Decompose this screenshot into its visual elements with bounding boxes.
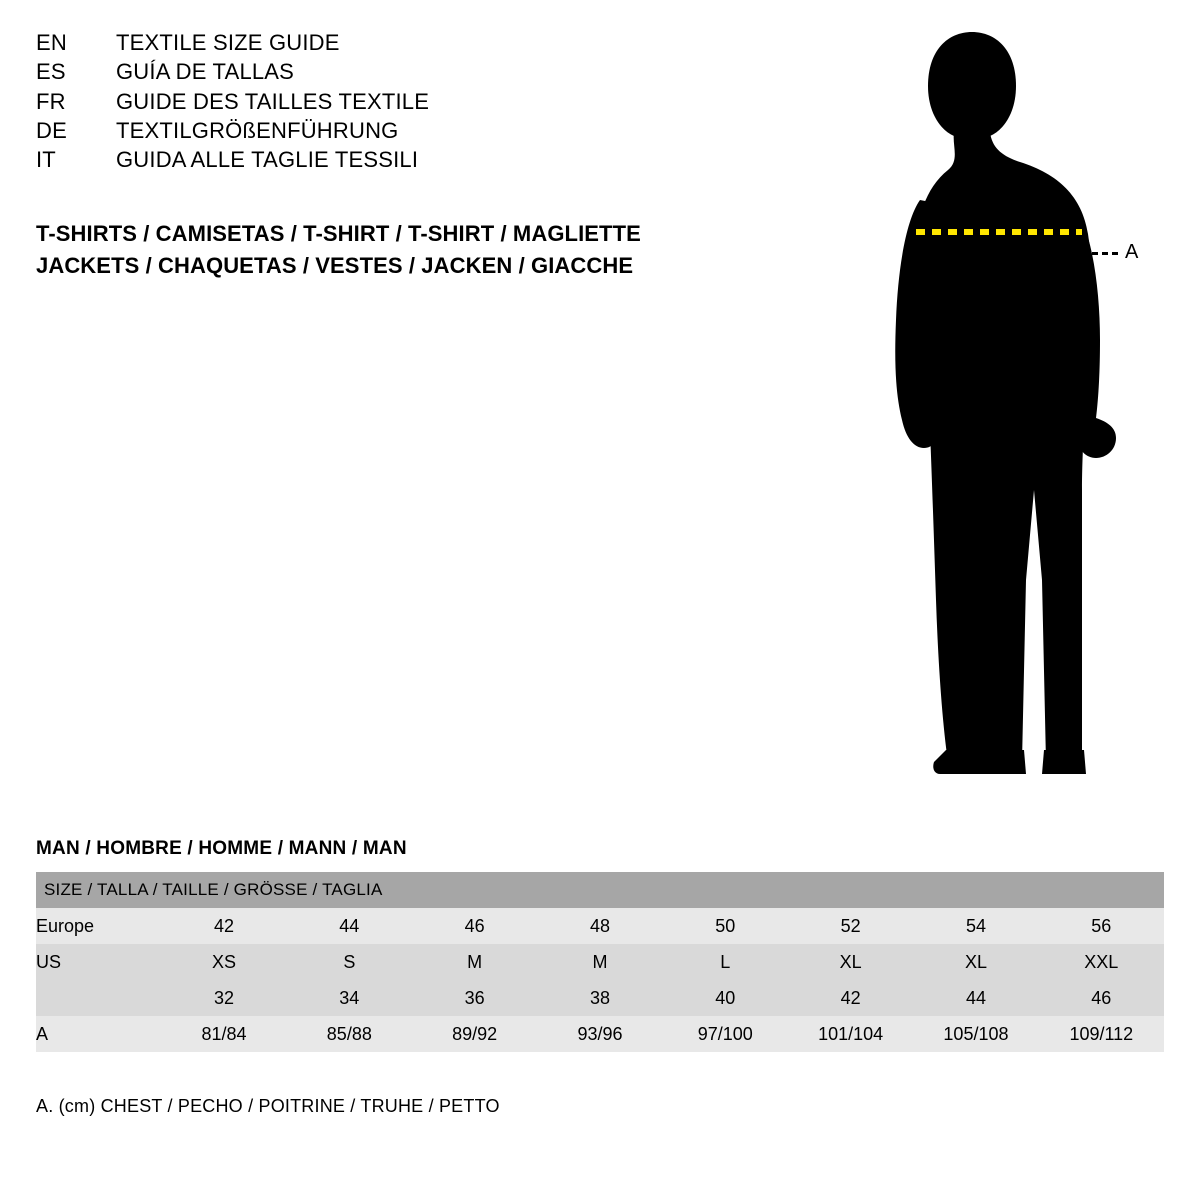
cell-value: 109/112 bbox=[1039, 1016, 1164, 1052]
cell-value: 32 bbox=[161, 980, 286, 1016]
table-row bbox=[36, 980, 1164, 1016]
size-table-section bbox=[36, 838, 1164, 1052]
measure-label-a: A bbox=[1125, 241, 1139, 263]
row-label: Europe bbox=[36, 908, 161, 944]
language-title: TEXTILE SIZE GUIDE bbox=[116, 30, 340, 55]
table-section-title: MAN / HOMBRE / HOMME / MANN / MAN bbox=[36, 838, 407, 859]
cell-value: 97/100 bbox=[663, 1016, 788, 1052]
cell-value: XL bbox=[913, 944, 1038, 980]
table-row bbox=[36, 1016, 1164, 1052]
cell-value: 105/108 bbox=[913, 1016, 1038, 1052]
table-header-label: SIZE / TALLA / TAILLE / GRÖSSE / TAGLIA bbox=[36, 872, 1164, 908]
measure-leader-line bbox=[1082, 252, 1118, 255]
size-table bbox=[36, 872, 1164, 1052]
row-label bbox=[36, 980, 161, 1016]
garment-line-jackets: JACKETS / CHAQUETAS / VESTES / JACKEN / GIACCHE bbox=[36, 252, 634, 278]
cell-value: 46 bbox=[1039, 980, 1164, 1016]
table-header-row bbox=[36, 872, 1164, 908]
language-row bbox=[36, 28, 756, 57]
cell-value: 56 bbox=[1039, 908, 1164, 944]
language-title: GUIDA ALLE TAGLIE TESSILI bbox=[116, 147, 419, 172]
language-row bbox=[36, 116, 756, 145]
cell-value: 34 bbox=[287, 980, 412, 1016]
garment-line-tshirts: T-SHIRTS / CAMISETAS / T-SHIRT / T-SHIRT / MAGLIETTE bbox=[36, 221, 641, 246]
cell-value: 42 bbox=[161, 908, 286, 944]
cell-value: 54 bbox=[913, 908, 1038, 944]
language-row bbox=[36, 145, 756, 174]
table-row bbox=[36, 944, 1164, 980]
language-title: GUIDE DES TAILLES TEXTILE bbox=[116, 88, 430, 114]
cell-value: 42 bbox=[788, 980, 913, 1016]
cell-value: 46 bbox=[412, 908, 537, 944]
cell-value: L bbox=[663, 944, 788, 980]
table-row bbox=[36, 908, 1164, 944]
cell-value: XL bbox=[788, 944, 913, 980]
row-label: A bbox=[36, 1016, 161, 1052]
cell-value: XXL bbox=[1039, 944, 1164, 980]
language-code: FR bbox=[36, 88, 66, 114]
language-code: EN bbox=[36, 30, 67, 55]
language-code: DE bbox=[36, 117, 67, 143]
cell-value: XS bbox=[161, 944, 286, 980]
cell-value: M bbox=[412, 944, 537, 980]
language-row bbox=[36, 87, 756, 116]
cell-value: 44 bbox=[913, 980, 1038, 1016]
row-label: US bbox=[36, 944, 161, 980]
language-header-block bbox=[36, 28, 756, 174]
cell-value: 40 bbox=[663, 980, 788, 1016]
silhouette-svg bbox=[820, 20, 1180, 790]
language-title: GUÍA DE TALLAS bbox=[116, 59, 295, 85]
cell-value: 48 bbox=[537, 908, 662, 944]
cell-value: 36 bbox=[412, 980, 537, 1016]
cell-value: 81/84 bbox=[161, 1016, 286, 1052]
measurement-footnote: A. (cm) CHEST / PECHO / POITRINE / TRUHE / PETTO bbox=[36, 1096, 500, 1116]
cell-value: M bbox=[537, 944, 662, 980]
cell-value: 85/88 bbox=[287, 1016, 412, 1052]
cell-value: 93/96 bbox=[537, 1016, 662, 1052]
cell-value: 101/104 bbox=[788, 1016, 913, 1052]
language-code: IT bbox=[36, 147, 56, 172]
language-row bbox=[36, 57, 756, 86]
cell-value: 89/92 bbox=[412, 1016, 537, 1052]
language-title: TEXTILGRÖßENFÜHRUNG bbox=[116, 117, 399, 143]
male-silhouette-figure bbox=[820, 20, 1180, 790]
language-code: ES bbox=[36, 59, 66, 85]
cell-value: 38 bbox=[537, 980, 662, 1016]
cell-value: 44 bbox=[287, 908, 412, 944]
cell-value: 52 bbox=[788, 908, 913, 944]
cell-value: 50 bbox=[663, 908, 788, 944]
garment-category-block bbox=[36, 218, 796, 282]
cell-value: S bbox=[287, 944, 412, 980]
